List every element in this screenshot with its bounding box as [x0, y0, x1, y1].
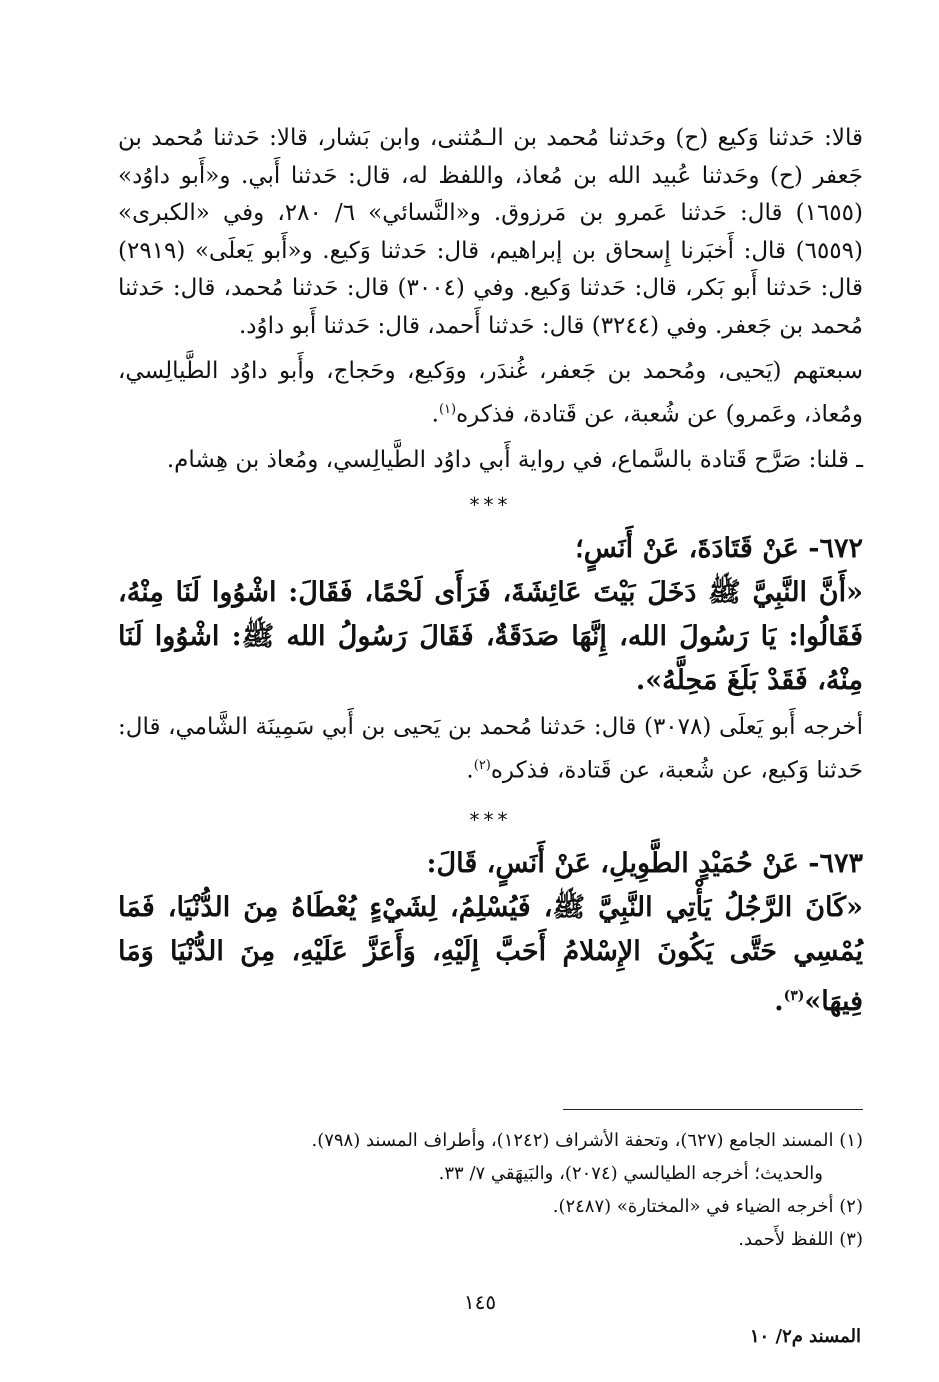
summary-text: سبعتهم (يَحيى، ومُحمد بن جَعفر، غُندَر، ووَكيع، وحَجاج، وأَبو داوُد الطَّيالِسي، ومُعاذ، وعَمرو) عن شُعبة، عن قَتادة، فذكره	[118, 358, 863, 428]
footnote-1: (١) المسند الجامع (٦٢٧)، وتحفة الأشراف (١٢٤٢)، وأطراف المسند (٧٩٨).	[311, 1130, 863, 1151]
takhrij-text: أخرجه أَبو يَعلَى (٣٠٧٨) قال: حَدثنا مُحمد بن يَحيى بن أَبي سَمِينَة الشَّامي، قال: حَدثنا وَكيع، عن شُعبة، عن قَتادة، فذكره	[118, 714, 863, 784]
hadith-673-heading: ٦٧٣- عَنْ حُمَيْدٍ الطَّوِيلِ، عَنْ أَنَسٍ، قَالَ:	[426, 847, 863, 879]
footnote-ref-3[interactable]: (٣)	[783, 987, 805, 1004]
section-separator-2: ***	[469, 807, 512, 832]
footnote-ref-1[interactable]: (١)	[438, 401, 457, 417]
footnote-1-continued: والحديث؛ أخرجه الطيالسي (٢٠٧٤)، والبَيهَقي ٧/ ٣٣.	[438, 1163, 823, 1184]
hadith-672-takhrij: أخرجه أَبو يَعلَى (٣٠٧٨) قال: حَدثنا مُحمد بن يَحيى بن أَبي سَمِينَة الشَّامي، قال: حَدثنا وَكيع، عن شُعبة، عن قَتادة، فذكره$^{(٢)}$.	[118, 714, 863, 784]
section-separator: ***	[469, 493, 512, 518]
page-body	[118, 120, 863, 1024]
hadith-673-body: «كَانَ الرَّجُلُ يَأْتِي النَّبِيَّ ﷺ، فَيُسْلِمُ، لِشَيْءٍ يُعْطَاهُ مِنَ الدُّنْيَا، فَمَا يُمْسِي حَتَّى يَكُونَ الإِسْلامُ أَحَبَّ إِلَيْهِ، وَأَعَزَّ عَلَيْهِ، مِنَ الدُّنْيَا وَمَا فِيهَا»	[118, 891, 863, 1017]
footnote-divider	[563, 1109, 863, 1110]
paragraph-isnad: قالا: حَدثنا وَكيع (ح) وحَدثنا مُحمد بن الـمُثنى، وابن بَشار، قالا: حَدثنا مُحمد بن جَعفر (ح) وحَدثنا عُبيد الله بن مُعاذ، واللفظ له، قال: حَدثنا أَبي. و«أَبو داوُد» (١٦٥٥) قال: حَدثنا عَمرو بن مَرزوق. و«النَّسائي» ٦/ ٢٨٠، وفي «الكبرى» (٦٥٥٩) قال: أَخبَرنا إِسحاق بن إبراهيم، قال: حَدثنا وَكيع. و«أَبو يَعلَى» (٢٩١٩) قال: حَدثنا أَبو بَكر، قال: حَدثنا وَكيع. وفي (٣٠٠٤) قال: حَدثنا مُحمد، قال: حَدثنا مُحمد بن جَعفر. وفي (٣٢٤٤) قال: حَدثنا أَحمد، قال: حَدثنا أَبو داوُد.	[118, 125, 863, 339]
printer-signature: المسند م٢/ ١٠	[749, 1326, 861, 1347]
paragraph-summary: سبعتهم (يَحيى، ومُحمد بن جَعفر، غُندَر، ووَكيع، وحَجاج، وأَبو داوُد الطَّيالِسي، ومُعاذ، وعَمرو) عن شُعبة، عن قَتادة، فذكره$^{(١)}$.	[118, 358, 863, 428]
hadith-673-text: «كَانَ الرَّجُلُ يَأْتِي النَّبِيَّ ﷺ، فَيُسْلِمُ، لِشَيْءٍ يُعْطَاهُ مِنَ الدُّنْيَا، فَمَا يُمْسِي حَتَّى يَكُونَ الإِسْلامُ أَحَبَّ إِلَيْهِ، وَأَعَزَّ عَلَيْهِ، مِنَ الدُّنْيَا وَمَا فِيهَا»$^{(٣)}$.	[118, 891, 863, 1017]
paragraph-note: ـ قلنا: صَرَّح قَتادة بالسَّماع، في رواية أَبي داوُد الطَّيالِسي، ومُعاذ بن هِشام.	[166, 446, 863, 473]
footnote-2: (٢) أخرجه الضياء في «المختارة» (٢٤٨٧).	[552, 1196, 863, 1217]
hadith-672-text: «أَنَّ النَّبِيَّ ﷺ دَخَلَ بَيْتَ عَائِشَةَ، فَرَأَى لَحْمًا، فَقَالَ: اشْوُوا لَنَا مِنْهُ، فَقَالُوا: يَا رَسُولَ الله، إِنَّهَا صَدَقَةٌ، فَقَالَ رَسُولُ الله ﷺ: اشْوُوا لَنَا مِنْهُ، فَقَدْ بَلَغَ مَحِلَّهُ».	[118, 577, 863, 697]
footnote-ref-2[interactable]: (٢)	[473, 757, 491, 773]
footnotes	[118, 1124, 863, 1256]
page-number: ١٤٥	[463, 1290, 497, 1314]
footnote-3: (٣) اللفظ لأَحمد.	[738, 1229, 863, 1250]
hadith-672-heading: ٦٧٢- عَنْ قَتَادَةَ، عَنْ أَنَسٍ؛	[575, 533, 863, 565]
